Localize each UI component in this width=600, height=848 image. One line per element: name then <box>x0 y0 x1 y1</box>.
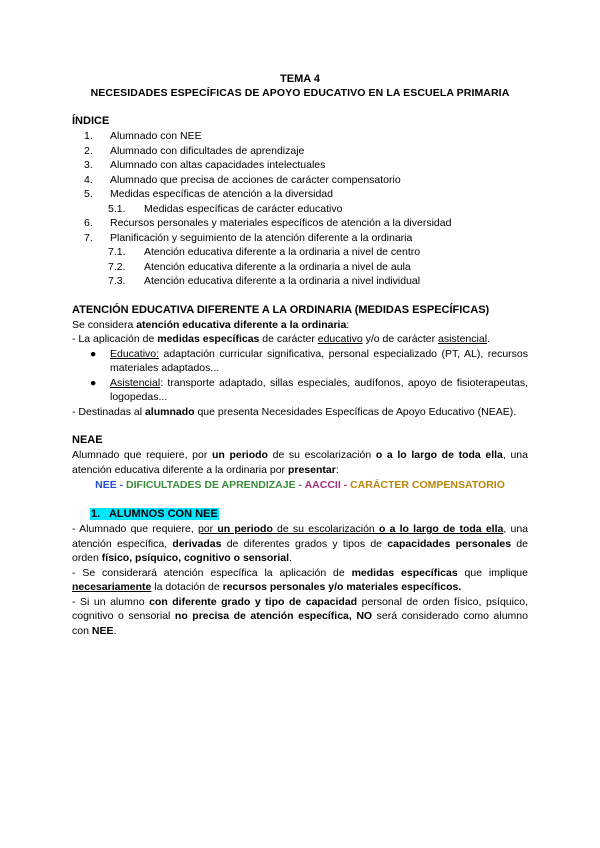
indice-item-number: 6. <box>84 217 93 229</box>
bold-run: con diferente grado y tipo de capacidad <box>149 595 358 608</box>
bold-run: físico, psíquico, cognitivo o sensorial <box>101 552 290 564</box>
indice-item <box>72 202 528 217</box>
bold-run: un periodo <box>217 523 273 535</box>
category-aacc: AACCII <box>304 479 341 491</box>
text-run: - La aplicación de <box>72 333 158 345</box>
indice-item-text: Atención educativa diferente a la ordinaria a nivel de centro <box>144 246 421 258</box>
separator: - <box>295 479 305 491</box>
bullet-dot-icon: ● <box>90 376 97 389</box>
text-run: será considerado como alumno con <box>72 610 528 637</box>
neae-heading: NEAE <box>72 434 103 446</box>
category-compensatorio: CARÁCTER COMPENSATORIO <box>350 479 505 491</box>
indice-item-number: 7.3. <box>108 275 126 287</box>
document-title: NECESIDADES ESPECÍFICAS DE APOYO EDUCATIVO EN LA ESCUELA PRIMARIA <box>90 87 510 99</box>
text-run: - Destinadas al <box>72 405 145 418</box>
indice-item-number: 1. <box>84 130 93 142</box>
separator: - <box>116 479 127 491</box>
atencion-heading: ATENCIÓN EDUCATIVA DIFERENTE A LA ORDINARIA (MEDIDAS ESPECÍFICAS) <box>72 303 490 316</box>
indice-item-text: Recursos personales y materiales específicos de atención a la diversidad <box>110 217 452 229</box>
bold-run: derivadas <box>172 537 222 550</box>
text-run: . <box>289 552 292 564</box>
indice-item <box>72 260 528 275</box>
text-run: de su escolarización <box>267 449 376 461</box>
nee-paragraph-2 <box>72 566 528 595</box>
indice-item <box>72 158 528 173</box>
category-dificultades: DIFICULTADES DE APRENDIZAJE <box>126 479 296 491</box>
indice-heading: ÍNDICE <box>72 115 110 127</box>
atencion-intro <box>72 318 528 333</box>
bullet-educativo <box>72 347 528 376</box>
bullet-dot-icon: ● <box>90 347 97 360</box>
atencion-destinadas <box>72 405 528 420</box>
text-run: : <box>335 463 339 476</box>
indice-item <box>72 274 528 289</box>
indice-item-number: 5.1. <box>108 202 126 215</box>
indice-item-number: 7. <box>84 231 93 244</box>
indice-item <box>72 216 528 231</box>
atencion-bullets <box>72 347 528 405</box>
indice-item-text: Alumnado con dificultades de aprendizaje <box>110 144 305 157</box>
text-run: : transporte adaptado, sillas especiales, audífonos, apoyo de fisioterapeutas, logopedas... <box>110 376 528 403</box>
bold-run: medidas específicas <box>157 333 260 345</box>
text-run: - Se considerará atención específica la aplicación de <box>72 566 352 579</box>
text-run: , una atención específica, <box>72 523 528 550</box>
text-run: que presenta Necesidades Específicas de Apoyo Educativo (NEAE). <box>194 405 517 418</box>
indice-item-number: 4. <box>84 173 93 186</box>
text-run: de su escolarización <box>272 523 379 535</box>
underline-run: asistencial <box>438 333 488 345</box>
document-page <box>72 72 528 638</box>
text-run: . <box>487 333 490 345</box>
text-run: de diferentes grados y tipos de <box>221 537 388 550</box>
indice-item-number: 2. <box>84 144 93 157</box>
separator: - <box>340 479 351 491</box>
bold-run: atención educativa diferente a la ordinaria <box>136 318 347 331</box>
text-run: Alumnado que requiere, por <box>72 449 212 461</box>
indice-item-text: Planificación y seguimiento de la atención diferente a la ordinaria <box>110 231 413 244</box>
indice-item-number: 3. <box>84 159 93 171</box>
indice-item <box>72 129 528 144</box>
indice-item-text: Atención educativa diferente a la ordinaria a nivel de aula <box>144 260 411 273</box>
atencion-medidas <box>72 332 528 347</box>
bold-run: recursos personales y/o materiales específicos. <box>222 581 462 593</box>
bold-run: capacidades personales <box>387 537 512 550</box>
bold-run: un periodo <box>212 449 268 461</box>
nee-section-heading <box>72 507 528 522</box>
text-run: la dotación de <box>151 581 223 593</box>
heading-number: 1. <box>91 508 101 520</box>
indice-item-text: Medidas específicas de carácter educativo <box>144 202 343 215</box>
indice-item-number: 7.1. <box>108 246 126 258</box>
text-run: : <box>346 318 350 331</box>
text-run: . <box>113 624 117 637</box>
text-run: de orden <box>72 537 528 564</box>
bold-run: o a lo largo de toda ella <box>375 449 503 461</box>
underline-run: educativo <box>317 333 363 345</box>
underline-run: Educativo: <box>110 347 160 360</box>
text-run: - Si un alumno <box>72 595 150 608</box>
category-nee: NEE <box>95 479 117 491</box>
text-run: que implique <box>457 566 528 579</box>
indice-item-text: Alumnado con NEE <box>110 130 202 142</box>
tema-label: TEMA 4 <box>280 73 320 85</box>
bold-run: presentar <box>287 463 336 476</box>
indice-item-text: Alumnado que precisa de acciones de carácter compensatorio <box>110 173 401 186</box>
neae-paragraph <box>72 448 528 477</box>
text-run: , una atención educativa diferente a la ordinaria por <box>72 449 528 476</box>
bold-run: no precisa de atención específica, NO <box>174 610 373 622</box>
nee-paragraph-1 <box>72 522 528 566</box>
indice-item <box>72 173 528 188</box>
text-run: personal de orden físico, psíquico, cognitivo o sensorial <box>72 595 528 622</box>
underline-run <box>198 523 503 535</box>
text-run: por <box>197 523 218 535</box>
highlighted-heading <box>90 508 219 520</box>
neae-categories <box>72 477 528 493</box>
text-run: Se considera <box>72 318 137 331</box>
nee-paragraph-3 <box>72 595 528 639</box>
indice-item <box>72 144 528 159</box>
text-run: y/o de carácter <box>362 333 438 345</box>
indice-item-text: Medidas específicas de atención a la diversidad <box>110 188 333 200</box>
underline-run: Asistencial <box>110 376 161 389</box>
bold-run: medidas específicas <box>351 566 458 579</box>
text-run: de carácter <box>259 333 318 345</box>
bullet-asistencial <box>72 376 528 405</box>
bold-run: NEE <box>91 624 114 637</box>
heading-text: ALUMNOS CON NEE <box>108 508 218 520</box>
bold-run: alumnado <box>144 405 195 418</box>
indice-item-text: Alumnado con altas capacidades intelectuales <box>110 159 326 171</box>
indice-item-number: 7.2. <box>108 260 126 273</box>
indice-list <box>72 129 528 289</box>
bold-run: o a lo largo de toda ella <box>378 523 504 535</box>
indice-item-number: 5. <box>84 188 93 200</box>
text-run: - Alumnado que requiere, <box>72 523 198 535</box>
indice-item <box>72 245 528 260</box>
text-run: adaptación curricular significativa, personal especializado (PT, AL), recursos materiales adaptados... <box>110 347 528 374</box>
indice-item-text: Atención educativa diferente a la ordinaria a nivel individual <box>144 275 421 287</box>
indice-item <box>72 231 528 246</box>
indice-item <box>72 187 528 202</box>
underline-run: necesariamente <box>72 581 152 593</box>
